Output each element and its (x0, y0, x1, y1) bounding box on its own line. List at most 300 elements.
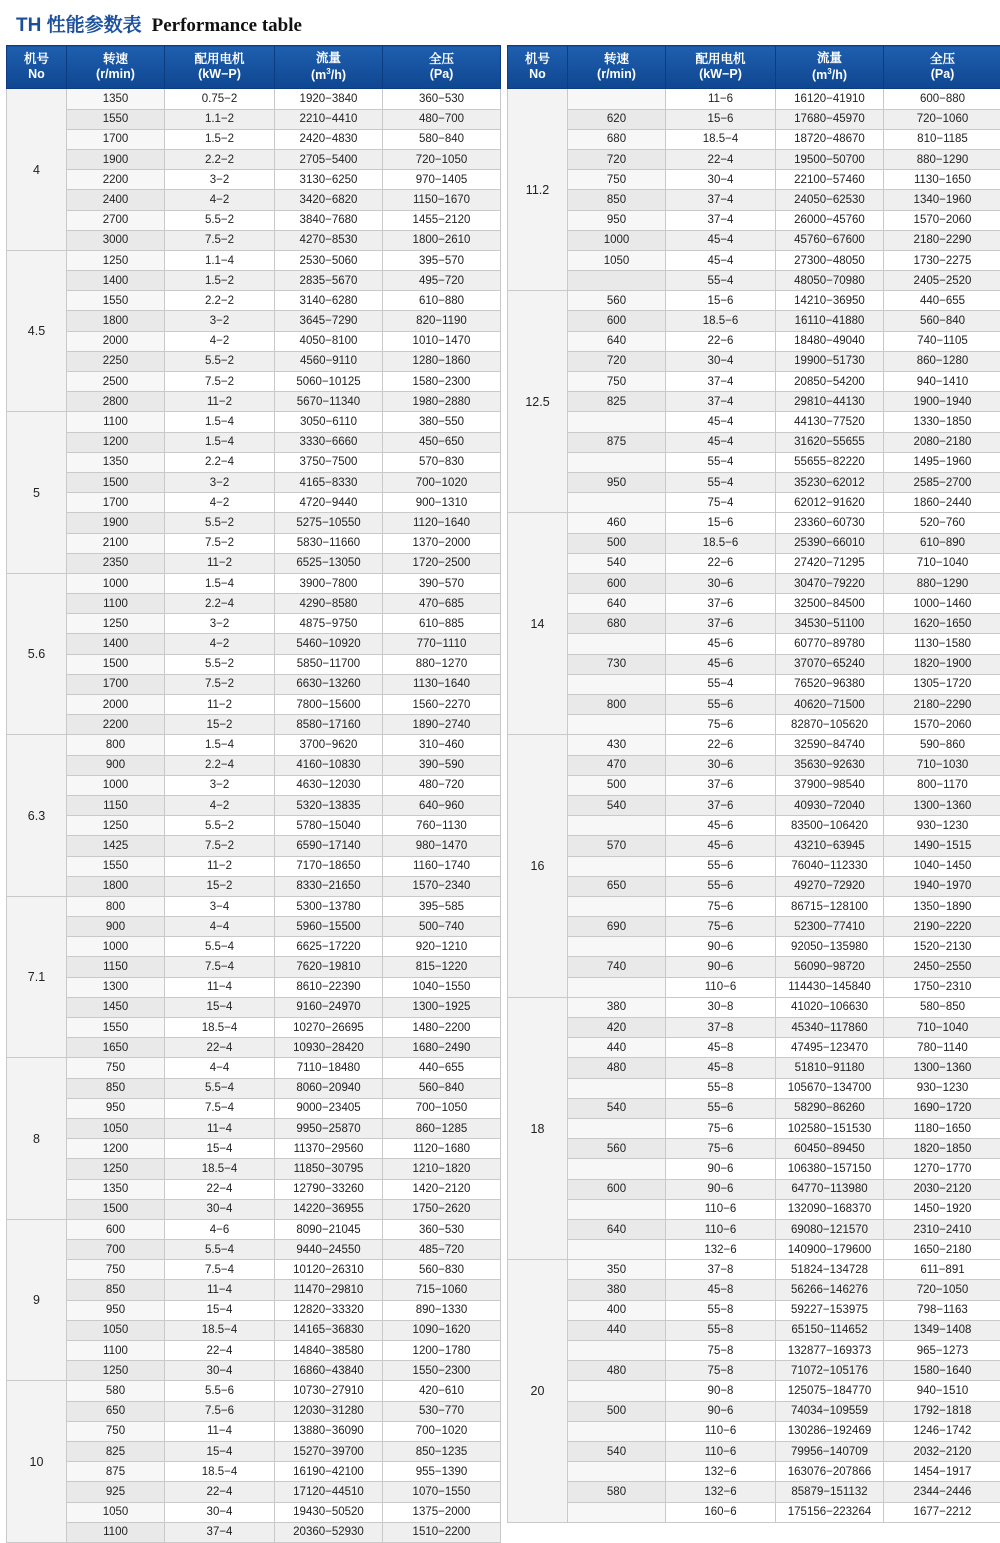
cell-speed: 560 (568, 1139, 666, 1159)
table-body-right (508, 89, 1000, 1522)
cell-speed: 800 (568, 695, 666, 715)
cell-flow: 125075−184770 (776, 1381, 884, 1401)
table-row (7, 493, 501, 513)
cell-flow: 40620−71500 (776, 695, 884, 715)
cell-pressure: 1280−1860 (383, 351, 501, 371)
cell-flow: 5780−15040 (275, 816, 383, 836)
cell-pressure: 1350−1890 (884, 896, 1000, 916)
table-row (508, 1199, 1000, 1219)
cell-motor: 22−4 (165, 1179, 275, 1199)
cell-flow: 11850−30795 (275, 1159, 383, 1179)
cell-speed: 720 (568, 351, 666, 371)
cell-pressure: 1349−1408 (884, 1320, 1000, 1340)
table-row (508, 876, 1000, 896)
cell-speed: 1400 (67, 271, 165, 291)
cell-flow: 52300−77410 (776, 917, 884, 937)
cell-speed: 690 (568, 917, 666, 937)
table-row (7, 614, 501, 634)
table-row (7, 1240, 501, 1260)
cell-speed: 440 (568, 1320, 666, 1340)
cell-motor: 37−6 (666, 775, 776, 795)
cell-motor: 37−8 (666, 1018, 776, 1038)
cell-speed: 2400 (67, 190, 165, 210)
cell-motor: 37−6 (666, 594, 776, 614)
cell-pressure: 2080−2180 (884, 432, 1000, 452)
cell-speed: 1100 (67, 1341, 165, 1361)
table-row (7, 513, 501, 533)
table-row (508, 614, 1000, 634)
cell-pressure: 1820−1900 (884, 654, 1000, 674)
cell-flow: 30470−79220 (776, 573, 884, 593)
table-row (508, 836, 1000, 856)
table-header-row (7, 46, 501, 89)
cell-motor: 5.5−2 (165, 210, 275, 230)
cell-flow: 4270−8530 (275, 230, 383, 250)
table-row (7, 1058, 501, 1078)
cell-flow: 3140−6280 (275, 291, 383, 311)
cell-pressure: 310−460 (383, 735, 501, 755)
cell-motor: 30−6 (666, 573, 776, 593)
cell-pressure: 1130−1650 (884, 170, 1000, 190)
cell-flow: 14165−36830 (275, 1320, 383, 1340)
cell-motor: 0.75−2 (165, 89, 275, 109)
cell-flow: 163076−207866 (776, 1462, 884, 1482)
cell-motor: 90−6 (666, 1159, 776, 1179)
cell-flow: 4630−12030 (275, 775, 383, 795)
cell-motor: 45−6 (666, 816, 776, 836)
cell-motor: 1.5−4 (165, 412, 275, 432)
cell-pressure: 450−650 (383, 432, 501, 452)
cell-motor: 37−4 (165, 1522, 275, 1542)
cell-speed: 825 (67, 1441, 165, 1461)
cell-flow: 6525−13050 (275, 553, 383, 573)
cell-motor: 4−4 (165, 917, 275, 937)
cell-speed: 1425 (67, 836, 165, 856)
cell-motor: 37−6 (666, 614, 776, 634)
cell-pressure: 395−585 (383, 896, 501, 916)
cell-flow: 5275−10550 (275, 513, 383, 533)
cell-speed: 2200 (67, 170, 165, 190)
cell-flow: 37900−98540 (776, 775, 884, 795)
cell-speed: 1650 (67, 1038, 165, 1058)
cell-speed: 950 (568, 472, 666, 492)
cell-speed: 500 (568, 533, 666, 553)
cell-speed: 350 (568, 1260, 666, 1280)
table-row (7, 1199, 501, 1219)
table-row (508, 553, 1000, 573)
cell-pressure: 1580−1640 (884, 1361, 1000, 1381)
table-row (7, 372, 501, 392)
cell-pressure: 760−1130 (383, 816, 501, 836)
table-row (7, 856, 501, 876)
cell-pressure: 780−1140 (884, 1038, 1000, 1058)
cell-speed (568, 634, 666, 654)
cell-flow: 5850−11700 (275, 654, 383, 674)
table-row (7, 1038, 501, 1058)
cell-speed: 750 (67, 1421, 165, 1441)
cell-flow: 8060−20940 (275, 1078, 383, 1098)
cell-motor: 11−2 (165, 392, 275, 412)
cell-flow: 32500−84500 (776, 594, 884, 614)
cell-pressure: 2190−2220 (884, 917, 1000, 937)
cell-pressure: 1180−1650 (884, 1118, 1000, 1138)
cell-pressure: 480−700 (383, 109, 501, 129)
cell-speed: 950 (67, 1300, 165, 1320)
cell-flow: 40930−72040 (776, 795, 884, 815)
table-row (508, 311, 1000, 331)
cell-flow: 7170−18650 (275, 856, 383, 876)
table-row (508, 1441, 1000, 1461)
cell-pressure: 1330−1850 (884, 412, 1000, 432)
cell-speed: 875 (568, 432, 666, 452)
cell-flow: 6625−17220 (275, 937, 383, 957)
cell-pressure: 1650−2180 (884, 1240, 1000, 1260)
cell-flow: 4160−10830 (275, 755, 383, 775)
table-row (7, 351, 501, 371)
table-row (7, 1401, 501, 1421)
cell-motor: 75−6 (666, 1118, 776, 1138)
cell-flow: 20850−54200 (776, 372, 884, 392)
table-row (7, 715, 501, 735)
cell-pressure: 640−960 (383, 795, 501, 815)
table-row (508, 795, 1000, 815)
cell-flow: 47495−123470 (776, 1038, 884, 1058)
cell-speed: 600 (568, 311, 666, 331)
table-row (7, 836, 501, 856)
cell-motor: 110−6 (666, 1219, 776, 1239)
cell-pressure: 860−1280 (884, 351, 1000, 371)
table-row (508, 775, 1000, 795)
cell-motor: 11−6 (666, 89, 776, 109)
cell-pressure: 815−1220 (383, 957, 501, 977)
cell-speed (568, 1502, 666, 1522)
cell-flow: 3130−6250 (275, 170, 383, 190)
cell-motor: 5.5−2 (165, 816, 275, 836)
cell-speed: 1050 (67, 1320, 165, 1340)
cell-speed: 1100 (67, 1522, 165, 1542)
cell-motor: 5.5−2 (165, 654, 275, 674)
cell-speed: 1450 (67, 997, 165, 1017)
cell-motor: 3−4 (165, 896, 275, 916)
cell-flow: 74034−109559 (776, 1401, 884, 1421)
cell-speed: 720 (568, 149, 666, 169)
table-row (508, 917, 1000, 937)
cell-pressure: 380−550 (383, 412, 501, 432)
cell-motor: 110−6 (666, 1441, 776, 1461)
table-row (508, 129, 1000, 149)
cell-pressure: 2180−2290 (884, 695, 1000, 715)
table-row (7, 1522, 501, 1542)
table-row (508, 896, 1000, 916)
cell-pressure: 740−1105 (884, 331, 1000, 351)
cell-flow: 5300−13780 (275, 896, 383, 916)
cell-machine-no: 10 (7, 1381, 67, 1543)
cell-speed: 825 (568, 392, 666, 412)
cell-speed: 540 (568, 1441, 666, 1461)
cell-flow: 13880−36090 (275, 1421, 383, 1441)
table-row (508, 816, 1000, 836)
cell-motor: 90−6 (666, 937, 776, 957)
cell-speed: 1700 (67, 493, 165, 513)
table-row (508, 149, 1000, 169)
cell-speed: 480 (568, 1058, 666, 1078)
cell-speed: 580 (67, 1381, 165, 1401)
table-row (7, 1078, 501, 1098)
cell-flow: 4720−9440 (275, 493, 383, 513)
table-row (7, 1300, 501, 1320)
cell-speed: 1550 (67, 109, 165, 129)
cell-motor: 15−6 (666, 109, 776, 129)
cell-flow: 5460−10920 (275, 634, 383, 654)
cell-motor: 11−4 (165, 1280, 275, 1300)
cell-motor: 1.1−2 (165, 109, 275, 129)
cell-pressure: 1090−1620 (383, 1320, 501, 1340)
table-row (7, 553, 501, 573)
cell-flow: 60450−89450 (776, 1139, 884, 1159)
cell-flow: 10730−27910 (275, 1381, 383, 1401)
table-row (508, 331, 1000, 351)
cell-pressure: 1750−2310 (884, 977, 1000, 997)
cell-machine-no: 16 (508, 735, 568, 997)
cell-speed: 900 (67, 917, 165, 937)
cell-flow: 2530−5060 (275, 250, 383, 270)
cell-speed: 1800 (67, 311, 165, 331)
cell-pressure: 880−1270 (383, 654, 501, 674)
cell-speed: 1550 (67, 1018, 165, 1038)
table-row (508, 1098, 1000, 1118)
cell-flow: 9160−24970 (275, 997, 383, 1017)
cell-speed (568, 1240, 666, 1260)
cell-machine-no: 6.3 (7, 735, 67, 897)
cell-pressure: 470−685 (383, 594, 501, 614)
cell-pressure: 2032−2120 (884, 1441, 1000, 1461)
cell-speed: 1500 (67, 1199, 165, 1219)
cell-speed: 950 (67, 1098, 165, 1118)
cell-motor: 2.2−4 (165, 755, 275, 775)
cell-flow: 24050−62530 (776, 190, 884, 210)
table-row (7, 1341, 501, 1361)
cell-machine-no: 11.2 (508, 89, 568, 291)
cell-flow: 12820−33320 (275, 1300, 383, 1320)
cell-pressure: 1420−2120 (383, 1179, 501, 1199)
cell-motor: 30−4 (165, 1199, 275, 1219)
cell-speed: 1550 (67, 856, 165, 876)
cell-flow: 32590−84740 (776, 735, 884, 755)
cell-flow: 20360−52930 (275, 1522, 383, 1542)
cell-motor: 55−4 (666, 674, 776, 694)
cell-speed: 500 (568, 1401, 666, 1421)
cell-pressure: 1792−1818 (884, 1401, 1000, 1421)
cell-pressure: 1300−1360 (884, 795, 1000, 815)
cell-motor: 4−2 (165, 190, 275, 210)
cell-machine-no: 18 (508, 997, 568, 1259)
cell-motor: 45−8 (666, 1058, 776, 1078)
cell-flow: 8580−17160 (275, 715, 383, 735)
table-row (508, 170, 1000, 190)
cell-pressure: 420−610 (383, 1381, 501, 1401)
cell-motor: 1.5−4 (165, 432, 275, 452)
cell-pressure: 720−1050 (383, 149, 501, 169)
cell-speed: 1200 (67, 1139, 165, 1159)
table-row (7, 674, 501, 694)
cell-pressure: 965−1273 (884, 1341, 1000, 1361)
table-row (7, 271, 501, 291)
cell-pressure: 1340−1960 (884, 190, 1000, 210)
cell-motor: 18.5−4 (165, 1018, 275, 1038)
cell-motor: 7.5−2 (165, 230, 275, 250)
page-title (6, 6, 994, 45)
cell-pressure: 570−830 (383, 452, 501, 472)
cell-pressure: 1800−2610 (383, 230, 501, 250)
table-row (508, 977, 1000, 997)
cell-pressure: 530−770 (383, 1401, 501, 1421)
cell-machine-no: 20 (508, 1260, 568, 1522)
table-row (7, 1139, 501, 1159)
table-row (508, 432, 1000, 452)
cell-speed (568, 977, 666, 997)
cell-flow: 9440−24550 (275, 1240, 383, 1260)
cell-flow: 27300−48050 (776, 250, 884, 270)
cell-flow: 16190−42100 (275, 1462, 383, 1482)
cell-flow: 7110−18480 (275, 1058, 383, 1078)
cell-motor: 5.5−2 (165, 513, 275, 533)
table-row (7, 311, 501, 331)
cell-speed: 2000 (67, 695, 165, 715)
cell-pressure: 820−1190 (383, 311, 501, 331)
cell-speed: 2100 (67, 533, 165, 553)
cell-flow: 85879−151132 (776, 1482, 884, 1502)
cell-pressure: 580−840 (383, 129, 501, 149)
cell-speed (568, 452, 666, 472)
cell-flow: 62012−91620 (776, 493, 884, 513)
cell-pressure: 600−880 (884, 89, 1000, 109)
cell-flow: 26000−45760 (776, 210, 884, 230)
cell-pressure: 2344−2446 (884, 1482, 1000, 1502)
cell-motor: 110−6 (666, 977, 776, 997)
cell-pressure: 1270−1770 (884, 1159, 1000, 1179)
table-row (7, 412, 501, 432)
cell-speed: 875 (67, 1462, 165, 1482)
cell-pressure: 390−590 (383, 755, 501, 775)
cell-pressure: 798−1163 (884, 1300, 1000, 1320)
table-row (508, 210, 1000, 230)
table-row (7, 1482, 501, 1502)
cell-motor: 45−4 (666, 412, 776, 432)
cell-flow: 4165−8330 (275, 472, 383, 492)
table-row (7, 594, 501, 614)
cell-motor: 30−6 (666, 755, 776, 775)
cell-speed: 2800 (67, 392, 165, 412)
cell-motor: 4−2 (165, 634, 275, 654)
table-row (7, 1320, 501, 1340)
cell-pressure: 1940−1970 (884, 876, 1000, 896)
table-row (7, 735, 501, 755)
cell-speed: 1250 (67, 1159, 165, 1179)
cell-flow: 5060−10125 (275, 372, 383, 392)
cell-speed: 540 (568, 795, 666, 815)
table-row (508, 674, 1000, 694)
cell-motor: 18.5−6 (666, 533, 776, 553)
cell-flow: 59227−153975 (776, 1300, 884, 1320)
cell-flow: 3420−6820 (275, 190, 383, 210)
cell-motor: 22−4 (165, 1038, 275, 1058)
cell-motor: 55−4 (666, 271, 776, 291)
cell-flow: 1920−3840 (275, 89, 383, 109)
cell-speed: 1150 (67, 795, 165, 815)
cell-speed: 1150 (67, 957, 165, 977)
cell-motor: 132−6 (666, 1462, 776, 1482)
cell-speed: 1000 (568, 230, 666, 250)
cell-motor: 15−6 (666, 291, 776, 311)
cell-flow: 4560−9110 (275, 351, 383, 371)
cell-flow: 14840−38580 (275, 1341, 383, 1361)
cell-motor: 55−6 (666, 876, 776, 896)
cell-speed: 430 (568, 735, 666, 755)
cell-pressure: 1130−1640 (383, 674, 501, 694)
table-row (7, 654, 501, 674)
cell-flow: 35230−62012 (776, 472, 884, 492)
cell-pressure: 480−720 (383, 775, 501, 795)
cell-pressure: 1210−1820 (383, 1159, 501, 1179)
cell-motor: 11−2 (165, 695, 275, 715)
cell-pressure: 2585−2700 (884, 472, 1000, 492)
cell-speed: 800 (67, 896, 165, 916)
cell-flow: 14220−36955 (275, 1199, 383, 1219)
cell-flow: 10120−26310 (275, 1260, 383, 1280)
cell-pressure: 2405−2520 (884, 271, 1000, 291)
cell-pressure: 580−850 (884, 997, 1000, 1017)
cell-speed: 400 (568, 1300, 666, 1320)
table-row (7, 1381, 501, 1401)
cell-motor: 75−6 (666, 1139, 776, 1159)
cell-flow: 5830−11660 (275, 533, 383, 553)
cell-motor: 1.1−4 (165, 250, 275, 270)
cell-motor: 45−4 (666, 230, 776, 250)
cell-speed: 1700 (67, 674, 165, 694)
cell-speed: 1800 (67, 876, 165, 896)
cell-speed (568, 1341, 666, 1361)
cell-speed: 440 (568, 1038, 666, 1058)
cell-motor: 2.2−4 (165, 594, 275, 614)
cell-speed: 600 (568, 573, 666, 593)
cell-pressure: 1450−1920 (884, 1199, 1000, 1219)
table-row (508, 1421, 1000, 1441)
cell-pressure: 940−1510 (884, 1381, 1000, 1401)
cell-motor: 7.5−4 (165, 957, 275, 977)
cell-flow: 34530−51100 (776, 614, 884, 634)
cell-flow: 27420−71295 (776, 553, 884, 573)
cell-motor: 5.5−4 (165, 1078, 275, 1098)
cell-speed: 1050 (568, 250, 666, 270)
cell-pressure: 955−1390 (383, 1462, 501, 1482)
cell-flow: 17120−44510 (275, 1482, 383, 1502)
cell-motor: 45−8 (666, 1038, 776, 1058)
header-no: 机号 No (508, 46, 568, 89)
table-row (508, 1260, 1000, 1280)
cell-motor: 15−2 (165, 876, 275, 896)
cell-flow: 9950−25870 (275, 1118, 383, 1138)
cell-flow: 18720−48670 (776, 129, 884, 149)
cell-speed: 800 (67, 735, 165, 755)
cell-speed (568, 715, 666, 735)
cell-speed: 2500 (67, 372, 165, 392)
cell-pressure: 1550−2300 (383, 1361, 501, 1381)
cell-pressure: 360−530 (383, 89, 501, 109)
cell-motor: 3−2 (165, 775, 275, 795)
cell-motor: 1.5−4 (165, 735, 275, 755)
cell-pressure: 770−1110 (383, 634, 501, 654)
cell-pressure: 610−880 (383, 291, 501, 311)
